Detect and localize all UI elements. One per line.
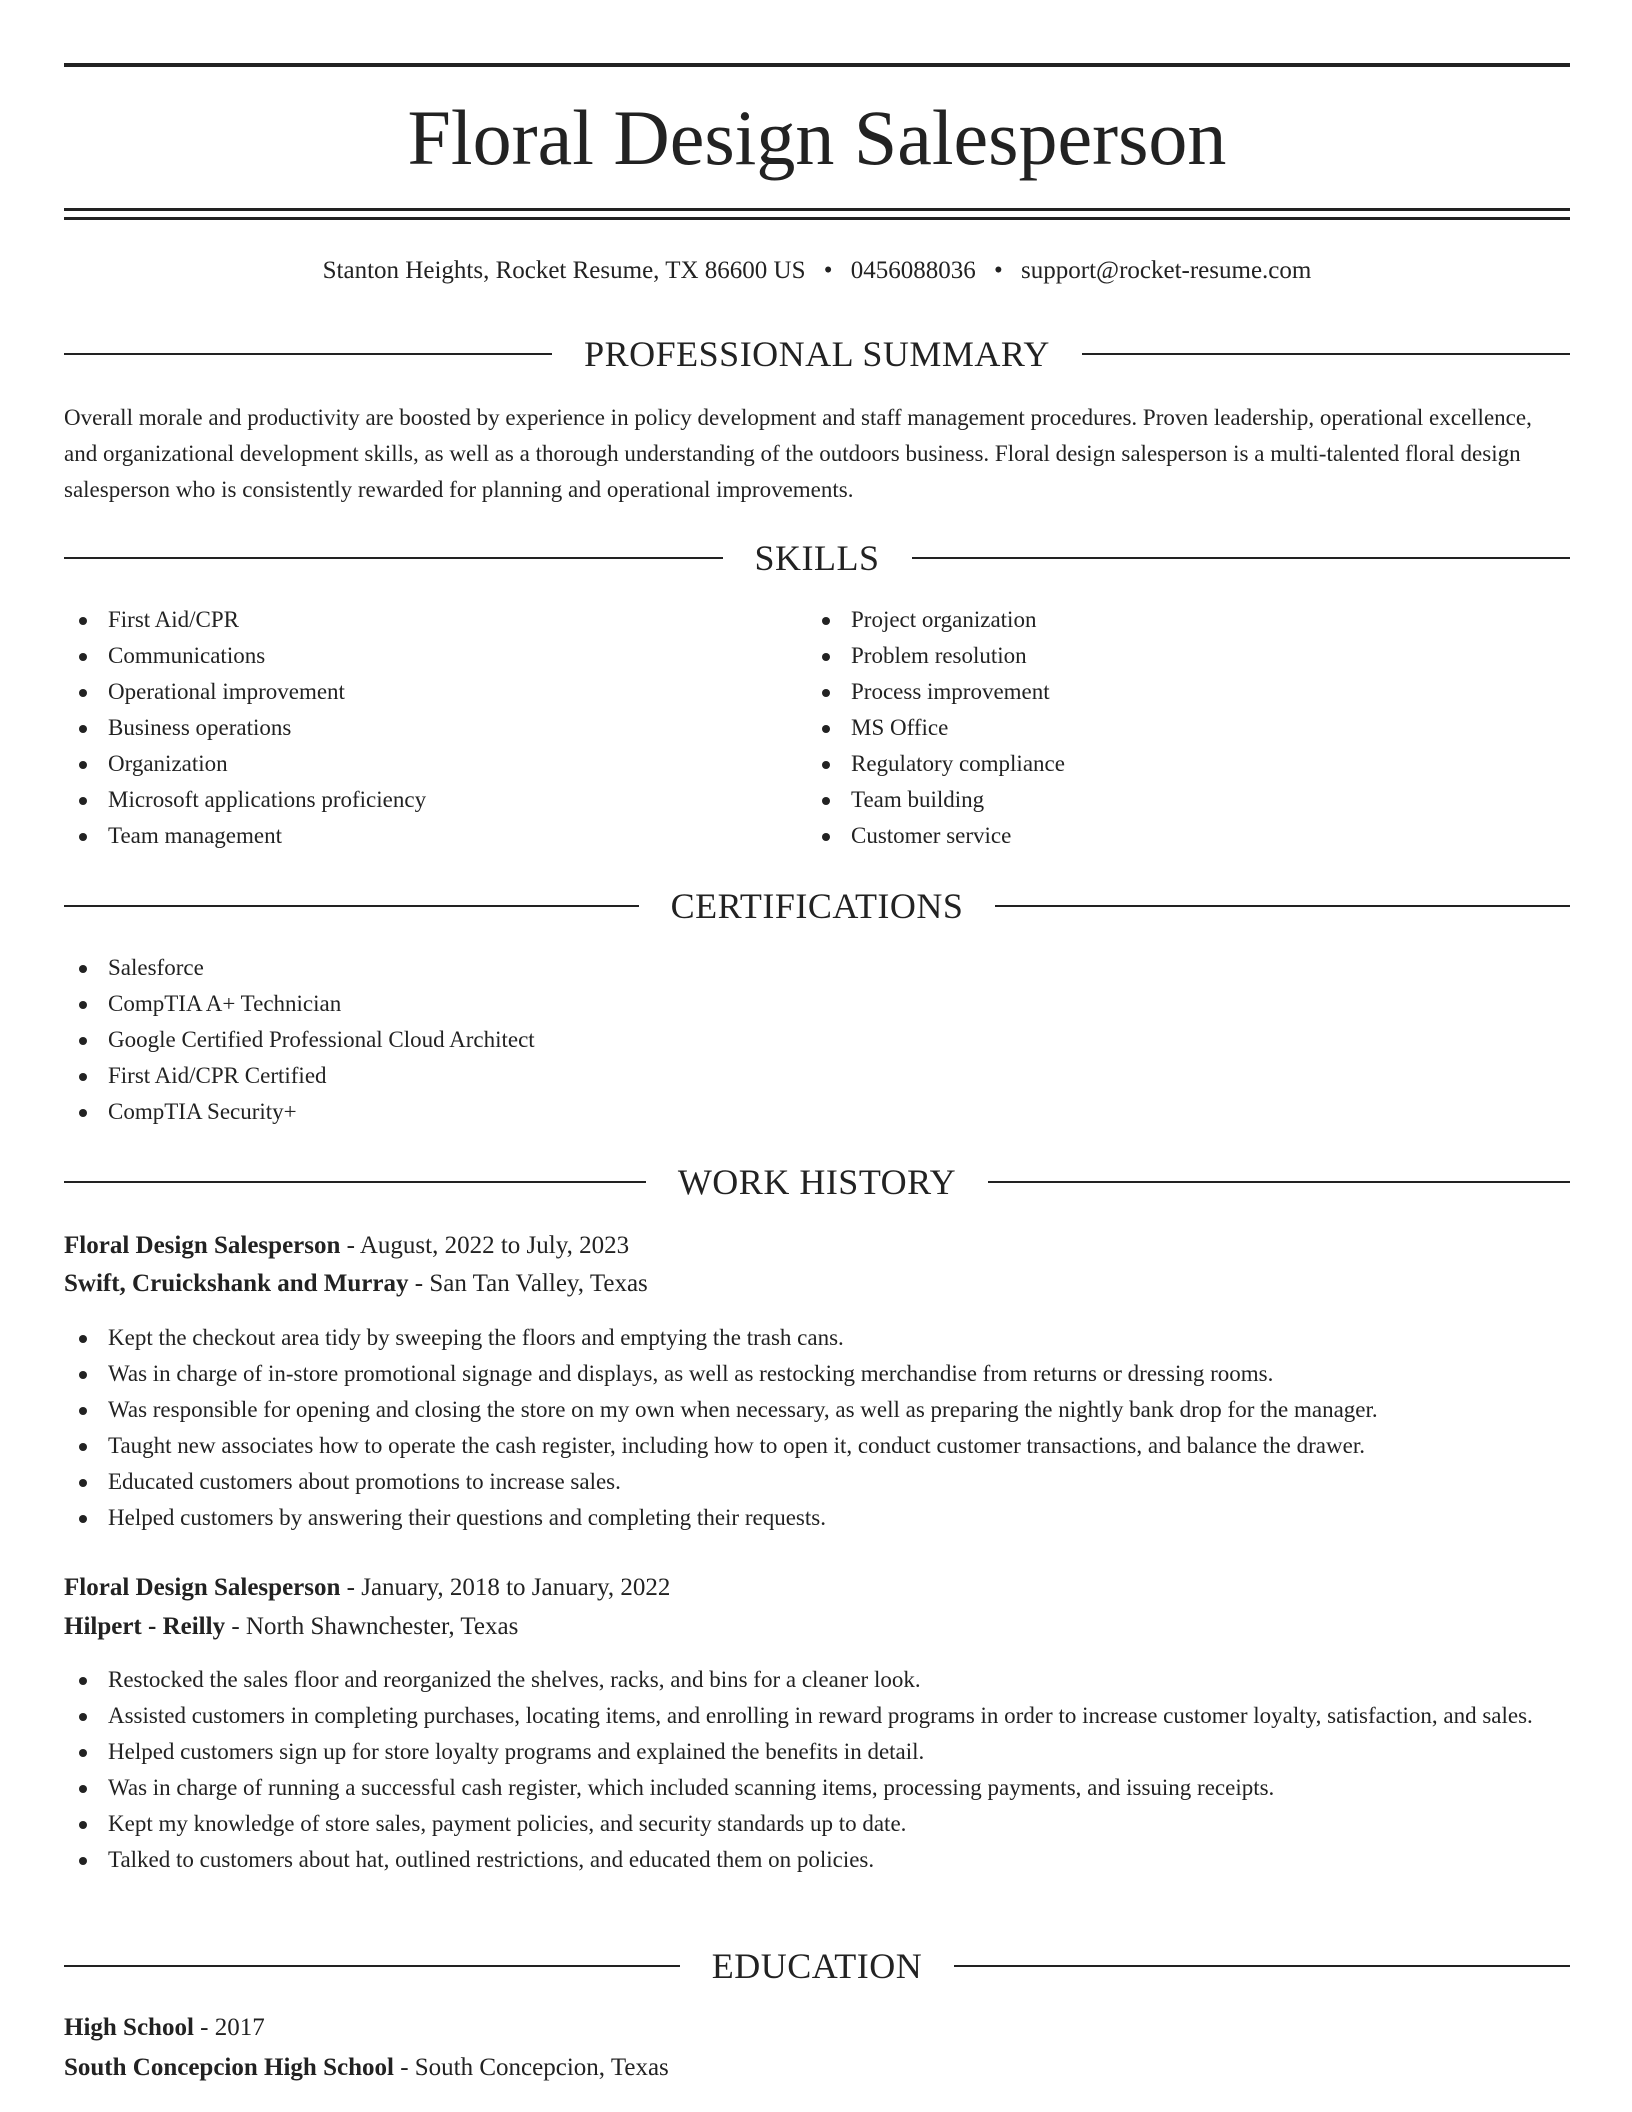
skill-item: Microsoft applications proficiency: [64, 782, 764, 818]
contact-separator: •: [823, 257, 833, 284]
summary-heading-label: PROFESSIONAL SUMMARY: [584, 334, 1050, 374]
heading-rule: [64, 353, 552, 355]
job-bullet: Kept my knowledge of store sales, payment policies, and security standards up to date.: [64, 1806, 1570, 1842]
education-school-line: [64, 2048, 669, 2088]
skills-list-right: [807, 602, 1547, 854]
skills-heading: [64, 538, 1570, 578]
skill-item: Team building: [807, 782, 1547, 818]
job-bullet: Was responsible for opening and closing the store on my own when necessary, as well as preparing the nightly bank drop for the manager.: [64, 1392, 1570, 1428]
job-bullet: Talked to customers about hat, outlined restrictions, and educated them on policies.: [64, 1842, 1570, 1878]
job-bullet: Helped customers by answering their questions and completing their requests.: [64, 1500, 1570, 1536]
job-bullets: [64, 1662, 1570, 1878]
heading-rule: [912, 557, 1571, 559]
certification-item: Salesforce: [64, 950, 1570, 986]
education-heading: [64, 1946, 1570, 1986]
skill-item: First Aid/CPR: [64, 602, 764, 638]
certifications-heading-label: CERTIFICATIONS: [670, 886, 964, 926]
job-bullet: Restocked the sales floor and reorganized the shelves, racks, and bins for a cleaner look.: [64, 1662, 1570, 1698]
job-company-line: [64, 1264, 648, 1304]
skill-item: Project organization: [807, 602, 1547, 638]
job-title: Floral Design Salesperson: [64, 1232, 341, 1259]
skill-item: Process improvement: [807, 674, 1547, 710]
certification-item: First Aid/CPR Certified: [64, 1058, 1570, 1094]
summary-text: Overall morale and productivity are boosted by experience in policy development and staff management procedures. Proven leadership, operational excellence, and organizational development skills, as well as a thorough understanding of the outdoors business. Floral design salesperson is a multi-talented floral design salesperson who is consistently rewarded for planning and operational improvements.: [64, 405, 1532, 502]
job-bullet: Was in charge of in-store promotional signage and displays, as well as restocking merchandise from returns or dressing rooms.: [64, 1356, 1570, 1392]
job-dates: - January, 2018 to January, 2022: [340, 1574, 671, 1601]
skills-heading-label: SKILLS: [754, 538, 880, 578]
education-school: South Concepcion High School: [64, 2054, 394, 2081]
contact-separator: •: [994, 257, 1003, 284]
job-bullet: Educated customers about promotions to increase sales.: [64, 1464, 1570, 1500]
resume-title: Floral Design Salesperson: [407, 94, 1227, 181]
education-location: - South Concepcion, Texas: [393, 2054, 669, 2081]
job-bullet: Was in charge of running a successful cash register, which included scanning items, processing payments, and issuing receipts.: [64, 1770, 1570, 1806]
skill-item: Operational improvement: [64, 674, 764, 710]
skill-item: Business operations: [64, 710, 764, 746]
job-bullet: Taught new associates how to operate the cash register, including how to open it, conduct customer transactions, and balance the drawer.: [64, 1428, 1570, 1464]
contact-phone: 0456088036: [850, 257, 976, 284]
job-bullets: [64, 1320, 1570, 1536]
job-company: Swift, Cruickshank and Murray: [64, 1270, 409, 1297]
certifications-heading: [64, 886, 1570, 926]
job-bullet: Assisted customers in completing purchases, locating items, and enrolling in reward programs in order to increase customer loyalty, satisfaction, and sales.: [64, 1698, 1570, 1734]
education-degree-line: [64, 2008, 265, 2048]
work-history-heading-label: WORK HISTORY: [677, 1162, 957, 1202]
skill-item: Communications: [64, 638, 764, 674]
education-year: - 2017: [193, 2014, 265, 2041]
contact-address: Stanton Heights, Rocket Resume, TX 86600 US: [322, 257, 806, 284]
heading-rule: [64, 1965, 680, 1967]
job-title: Floral Design Salesperson: [64, 1574, 341, 1601]
certification-item: CompTIA Security+: [64, 1094, 1570, 1130]
education-heading-label: EDUCATION: [711, 1946, 923, 1986]
certification-item: CompTIA A+ Technician: [64, 986, 1570, 1022]
skill-item: Organization: [64, 746, 764, 782]
work-history-heading: [64, 1162, 1570, 1202]
job-title-line: [64, 1226, 629, 1266]
contact-line: [64, 254, 1570, 288]
heading-rule: [954, 1965, 1570, 1967]
summary-heading: [64, 334, 1570, 374]
skill-item: Regulatory compliance: [807, 746, 1547, 782]
job-bullet: Helped customers sign up for store loyalty programs and explained the benefits in detail.: [64, 1734, 1570, 1770]
education-degree: High School: [64, 2014, 194, 2041]
job-bullet: Kept the checkout area tidy by sweeping the floors and emptying the trash cans.: [64, 1320, 1570, 1356]
job-dates: - August, 2022 to July, 2023: [340, 1232, 630, 1259]
skill-item: Customer service: [807, 818, 1547, 854]
heading-rule: [64, 557, 723, 559]
heading-rule: [1082, 353, 1570, 355]
header-double-rule-upper: [64, 208, 1570, 211]
job-title-line: [64, 1568, 670, 1608]
skill-item: Team management: [64, 818, 764, 854]
job-company-line: [64, 1607, 518, 1647]
heading-rule: [64, 1181, 646, 1183]
skills-list-left: [64, 602, 764, 854]
skill-item: Problem resolution: [807, 638, 1547, 674]
heading-rule: [995, 905, 1570, 907]
certifications-list: [64, 950, 1570, 1130]
header-double-rule-lower: [64, 217, 1570, 220]
certification-item: Google Certified Professional Cloud Architect: [64, 1022, 1570, 1058]
heading-rule: [64, 905, 639, 907]
skill-item: MS Office: [807, 710, 1547, 746]
job-location: - San Tan Valley, Texas: [408, 1270, 648, 1297]
heading-rule: [988, 1181, 1570, 1183]
job-location: - North Shawnchester, Texas: [225, 1613, 519, 1640]
job-company: Hilpert - Reilly: [64, 1613, 226, 1640]
contact-email: support@rocket-resume.com: [1021, 257, 1312, 284]
header-top-rule: [64, 63, 1570, 67]
